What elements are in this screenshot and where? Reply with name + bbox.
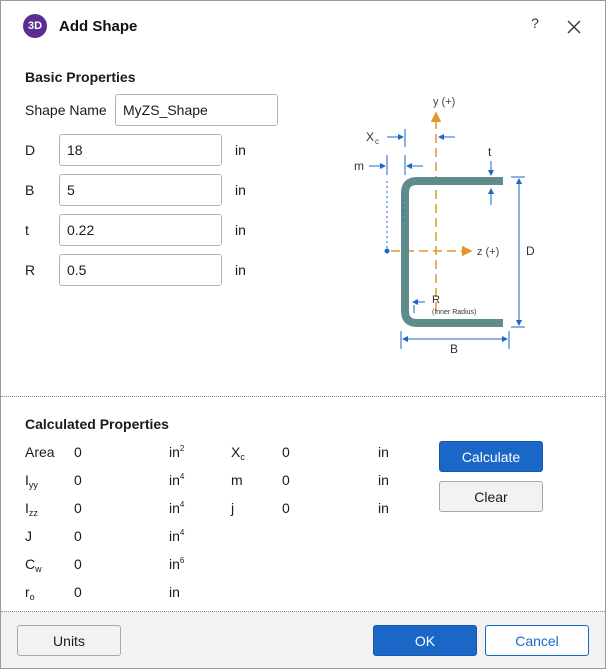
basic-properties-title: Basic Properties	[25, 69, 136, 85]
m-calc-label: m	[231, 472, 243, 488]
t-unit: in	[235, 222, 246, 238]
m-calc-unit: in	[378, 472, 389, 488]
m-calc-value: 0	[282, 472, 290, 488]
z-axis-label: z (+)	[477, 246, 500, 258]
shear-center-point	[385, 249, 390, 254]
clear-button[interactable]: Clear	[439, 481, 543, 512]
xc-calc-label: $X_c$	[231, 444, 245, 462]
cw-value: 0	[74, 556, 82, 572]
xc-calc-unit: in	[378, 444, 389, 460]
d-input[interactable]	[59, 134, 222, 166]
izz-label: $I_{zz}$	[25, 500, 38, 518]
calculate-button[interactable]: Calculate	[439, 441, 543, 472]
xc-calc-value: 0	[282, 444, 290, 460]
j-calc-label: j	[231, 500, 235, 516]
d-unit: in	[235, 142, 246, 158]
izz-unit: $in^4$	[169, 500, 185, 516]
b-label: B	[25, 182, 35, 198]
b-input[interactable]	[59, 174, 222, 206]
d-label: D	[25, 142, 36, 158]
r-label: R	[25, 262, 36, 278]
t-dim-label: t	[488, 145, 492, 159]
iyy-value: 0	[74, 472, 82, 488]
help-button[interactable]: ?	[531, 15, 539, 31]
j-torsion-label: J	[25, 528, 32, 544]
close-button[interactable]	[563, 16, 585, 38]
cancel-button[interactable]: Cancel	[485, 625, 589, 656]
ok-button[interactable]: OK	[373, 625, 477, 656]
r-input[interactable]	[59, 254, 222, 286]
b-dim-label: B	[450, 342, 459, 356]
shape-name-input[interactable]	[115, 94, 278, 126]
area-unit: $in^2$	[169, 444, 185, 460]
close-icon	[563, 16, 585, 38]
xc-subscript: c	[375, 137, 379, 146]
r-unit: in	[235, 262, 246, 278]
m-label: m	[354, 159, 364, 173]
calculated-properties-panel	[1, 397, 605, 611]
shape-name-label: Shape Name	[25, 102, 107, 118]
cw-label: $C_w$	[25, 556, 42, 574]
units-button[interactable]: Units	[17, 625, 121, 656]
ro-unit: in	[169, 584, 180, 600]
area-value: 0	[74, 444, 82, 460]
j-torsion-unit: $in^4$	[169, 528, 185, 544]
area-label: Area	[25, 444, 55, 460]
basic-properties-panel	[1, 53, 605, 396]
j-torsion-value: 0	[74, 528, 82, 544]
channel-shape-diagram	[351, 91, 551, 361]
r-dim-note: (Inner Radius)	[432, 309, 477, 316]
r-dim-label: R	[432, 294, 440, 306]
cw-unit: $in^6$	[169, 556, 185, 572]
j-calc-value: 0	[282, 500, 290, 516]
title-bar	[1, 1, 605, 53]
t-input[interactable]	[59, 214, 222, 246]
calculated-properties-title: Calculated Properties	[25, 416, 169, 432]
dialog-title: Add Shape	[59, 18, 138, 35]
app-3d-icon: 3D	[23, 14, 47, 38]
j-calc-unit: in	[378, 500, 389, 516]
ro-value: 0	[74, 584, 82, 600]
d-dim-label: D	[526, 244, 535, 258]
xc-label: X	[366, 130, 375, 144]
t-label: t	[25, 222, 29, 238]
b-unit: in	[235, 182, 246, 198]
y-axis-label: y (+)	[433, 96, 456, 108]
ro-label: $r_o$	[25, 584, 35, 602]
iyy-label: $I_{yy}$	[25, 472, 38, 490]
dialog-footer	[1, 611, 605, 668]
iyy-unit: $in^4$	[169, 472, 185, 488]
izz-value: 0	[74, 500, 82, 516]
